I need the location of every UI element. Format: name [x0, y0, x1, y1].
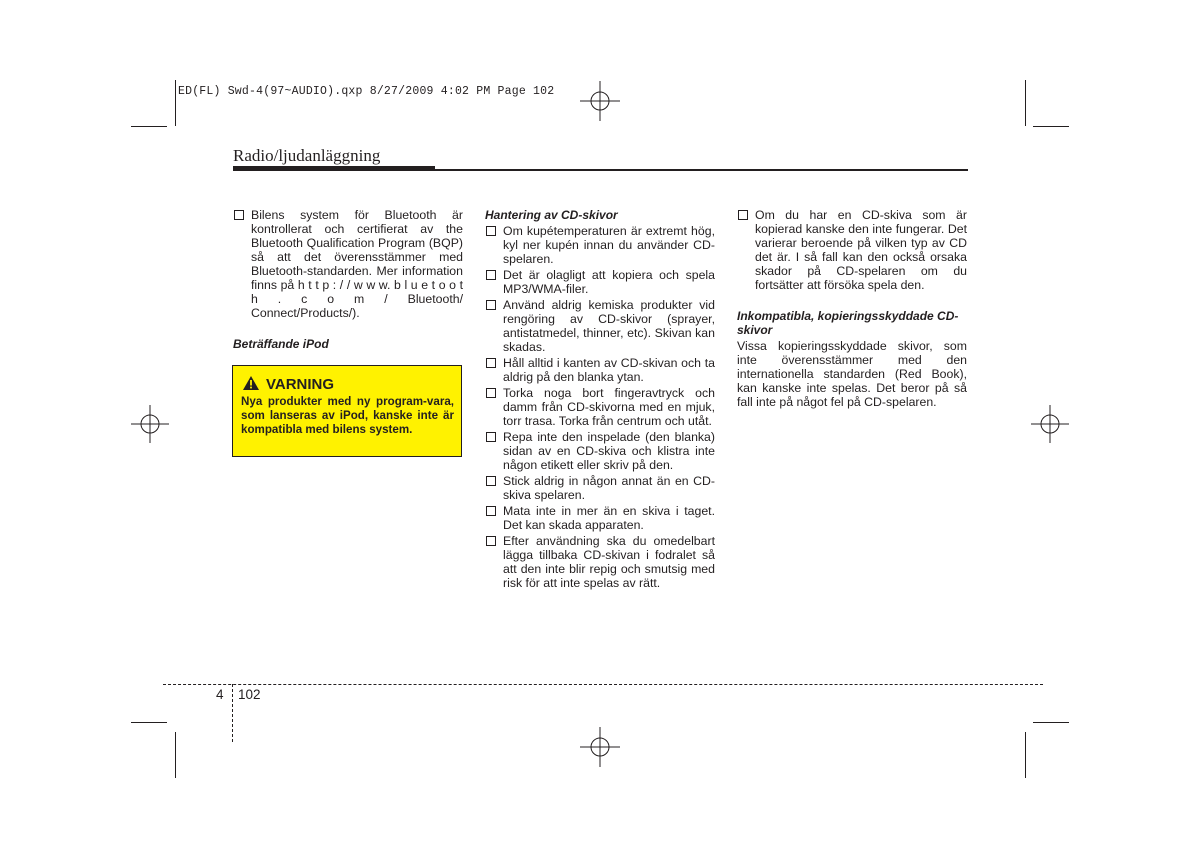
- column-1: [233, 208, 463, 351]
- crop-mark: [1025, 732, 1026, 778]
- checkbox-bullet-icon: [486, 358, 496, 368]
- section-title: Radio/ljudanläggning: [233, 146, 381, 165]
- checkbox-bullet-icon: [486, 506, 496, 516]
- registration-mark-right: [1031, 405, 1069, 443]
- checkbox-bullet-icon: [486, 270, 496, 280]
- crop-mark: [175, 732, 176, 778]
- header-rule-thin: [435, 169, 968, 171]
- bullet-text: Håll alltid i kanten av CD-skivan och ta aldrig på den blanka ytan.: [503, 356, 715, 384]
- footer-dashed-rule: [163, 684, 1043, 685]
- bullet-item: [485, 386, 715, 428]
- warning-title: VARNING: [266, 376, 335, 393]
- registration-mark-bottom: [580, 727, 620, 767]
- page-number: 102: [238, 687, 261, 702]
- bullet-text: Bilens system för Bluetooth är kontrollerat och certifierat av the Bluetooth Qualification Program (BQP) så att det överensstämmer med Bluetooth-standarden. Mer information finns på h t t p : / / w w w. b l u e t o o t h . c o m / Bluetooth/ Connect/Products/).: [251, 208, 463, 320]
- paragraph-copy-protected: Vissa kopieringsskyddade skivor, som inte överensstämmer med den internationella standarden (Red Book), kan kanske inte spelas. Det beror på så fall inte på något fel på CD-spelaren.: [737, 339, 967, 409]
- crop-mark: [1033, 126, 1069, 127]
- warning-box: [232, 365, 462, 457]
- checkbox-bullet-icon: [486, 388, 496, 398]
- checkbox-bullet-icon: [486, 432, 496, 442]
- bullet-item: [737, 208, 967, 292]
- bullet-item: [485, 534, 715, 590]
- bullet-text: Använd aldrig kemiska produkter vid rengöring av CD-skivor (sprayer, antistatmedel, thinner, etc). Skivan kan skadas.: [503, 298, 715, 354]
- crop-mark: [131, 722, 167, 723]
- crop-mark: [1025, 80, 1026, 126]
- bullet-text: Om du har en CD-skiva som är kopierad kanske den inte fungerar. Det varierar beroende på vilken typ av CD det är. I så fall kan den också orsaka skador på CD-spelaren om du fortsätter att försöka spela den.: [755, 208, 967, 292]
- bullet-text: Repa inte den inspelade (den blanka) sidan av en CD-skiva och klistra inte någon etikett eller skriv på den.: [503, 430, 715, 472]
- bullet-item: [233, 208, 463, 320]
- checkbox-bullet-icon: [486, 476, 496, 486]
- crop-mark: [131, 126, 167, 127]
- bullet-item: [485, 298, 715, 354]
- crop-mark: [1033, 722, 1069, 723]
- chapter-number: 4: [216, 687, 224, 702]
- printer-slug-line: ED(FL) Swd-4(97~AUDIO).qxp 8/27/2009 4:02 PM Page 102: [178, 85, 555, 98]
- subheading-ipod: Beträffande iPod: [233, 337, 329, 351]
- bullet-text: Efter användning ska du omedelbart lägga tillbaka CD-skivan i fodralet så att den inte blir repig och smutsig med risk för att inte spelas av rätt.: [503, 534, 715, 590]
- bullet-item: [485, 430, 715, 472]
- crop-mark: [175, 80, 176, 126]
- column-3: [737, 208, 967, 409]
- checkbox-bullet-icon: [486, 536, 496, 546]
- bullet-text: Mata inte in mer än en skiva i taget. Det kan skada apparaten.: [503, 504, 715, 532]
- subheading-cd-handling: Hantering av CD-skivor: [485, 208, 618, 222]
- bullet-text: Torka noga bort fingeravtryck och damm från CD-skivorna med en mjuk, torr trasa. Torka från centrum och utåt.: [503, 386, 715, 428]
- bullet-text: Stick aldrig in någon annat än en CD-skiva spelaren.: [503, 474, 715, 502]
- checkbox-bullet-icon: [234, 210, 244, 220]
- bullet-item: [485, 268, 715, 296]
- registration-mark-left: [131, 405, 169, 443]
- bullet-item: [485, 474, 715, 502]
- header-rule-thick: [233, 166, 435, 171]
- checkbox-bullet-icon: [486, 226, 496, 236]
- bullet-text: Det är olagligt att kopiera och spela MP3/WMA-filer.: [503, 268, 715, 296]
- registration-mark-top: [580, 81, 620, 121]
- warning-triangle-icon: [242, 375, 260, 391]
- bullet-item: [485, 224, 715, 266]
- warning-text: Nya produkter med ny program-vara, som lanseras av iPod, kanske inte är kompatibla med bilens system.: [241, 395, 454, 436]
- checkbox-bullet-icon: [486, 300, 496, 310]
- column-2: [485, 208, 715, 590]
- bullet-text: Om kupétemperaturen är extremt hög, kyl ner kupén innan du använder CD-spelaren.: [503, 224, 715, 266]
- subheading-copy-protected: Inkompatibla, kopieringsskyddade CD-skivor: [737, 309, 959, 337]
- checkbox-bullet-icon: [738, 210, 748, 220]
- bullet-item: [485, 356, 715, 384]
- bullet-item: [485, 504, 715, 532]
- footer-divider: [232, 684, 233, 742]
